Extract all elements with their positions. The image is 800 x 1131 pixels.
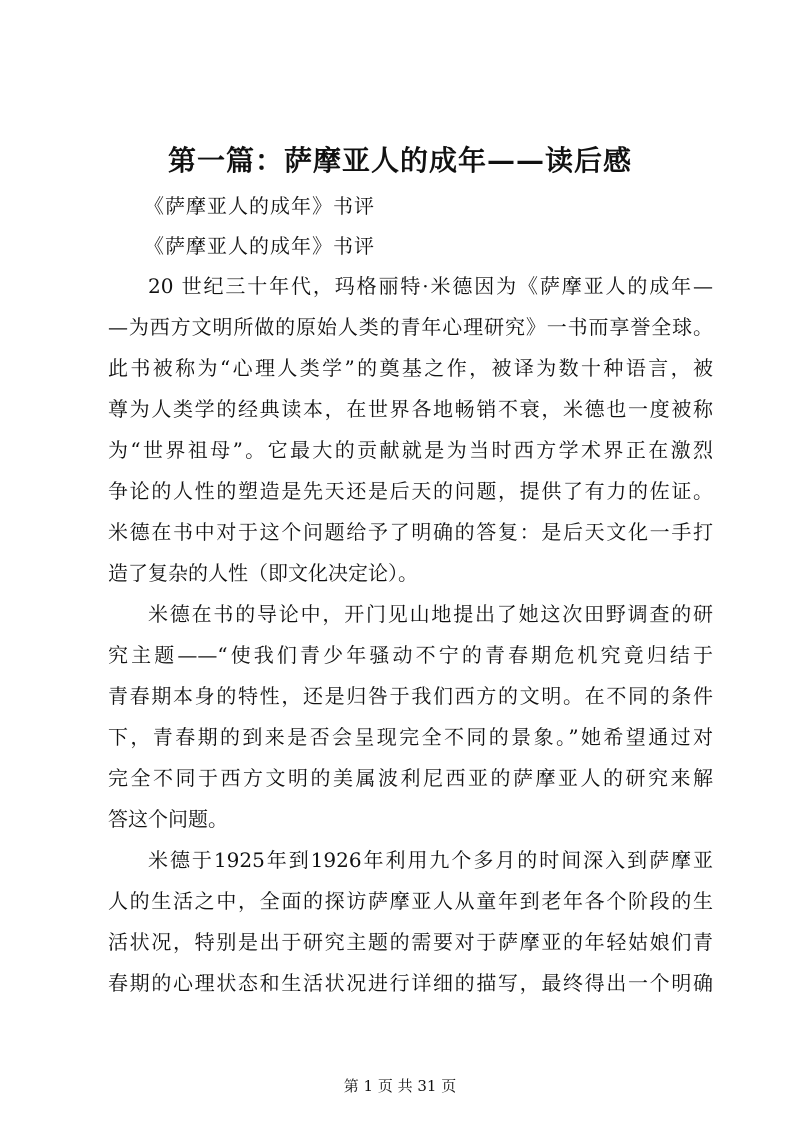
- page-number-footer: 第 1 页 共 31 页: [343, 1077, 457, 1095]
- book-review-subtitle: 《萨摩亚人的成年》书评: [144, 194, 375, 218]
- paragraph-line: 米德在书的导论中，开门见山地提出了她这次田野调查的研: [148, 602, 713, 626]
- paragraph-line: 春期的心理状态和生活状况进行详细的描写，最终得出一个明确: [108, 971, 713, 995]
- book-review-subtitle-repeat: 《萨摩亚人的成年》书评: [144, 234, 375, 258]
- paragraph-line: 完全不同于西方文明的美属波利尼西亚的萨摩亚人的研究来解: [108, 766, 713, 790]
- paragraph-line: 造了复杂的人性（即文化决定论）。: [108, 561, 418, 585]
- paragraph-line: —为西方文明所做的原始人类的青年心理研究》一书而享誉全球。: [108, 315, 713, 339]
- paragraph-line: 答这个问题。: [108, 807, 228, 831]
- paragraph-line: 人的生活之中，全面的探访萨摩亚人从童年到老年各个阶段的生: [108, 889, 713, 913]
- paragraph-line: 争论的人性的塑造是先天还是后天的问题，提供了有力的佐证。: [108, 479, 713, 503]
- paragraph-line: 青春期本身的特性，还是归咎于我们西方的文明。在不同的条件: [108, 684, 713, 708]
- paragraph-line: 20 世纪三十年代，玛格丽特·米德因为《萨摩亚人的成年—: [148, 274, 713, 298]
- paragraph-line: 此书被称为“心理人类学”的奠基之作，被译为数十种语言，被: [108, 356, 713, 380]
- paragraph-line: 尊为人类学的经典读本，在世界各地畅销不衰，米德也一度被称: [108, 397, 713, 421]
- paragraph-line: 为“世界祖母”。它最大的贡献就是为当时西方学术界正在激烈: [108, 438, 713, 462]
- paragraph-line: 米德于1925年到1926年利用九个多月的时间深入到萨摩亚: [148, 848, 713, 872]
- paragraph-line: 究主题——“使我们青少年骚动不宁的青春期危机究竟归结于: [108, 643, 713, 667]
- paragraph-line: 活状况，特别是出于研究主题的需要对于萨摩亚的年轻姑娘们青: [108, 930, 713, 954]
- paragraph-line: 下，青春期的到来是否会呈现完全不同的景象。”她希望通过对: [108, 725, 713, 749]
- paragraph-line: 米德在书中对于这个问题给予了明确的答复：是后天文化一手打: [108, 520, 713, 544]
- document-title: 第一篇：萨摩亚人的成年——读后感: [167, 144, 632, 177]
